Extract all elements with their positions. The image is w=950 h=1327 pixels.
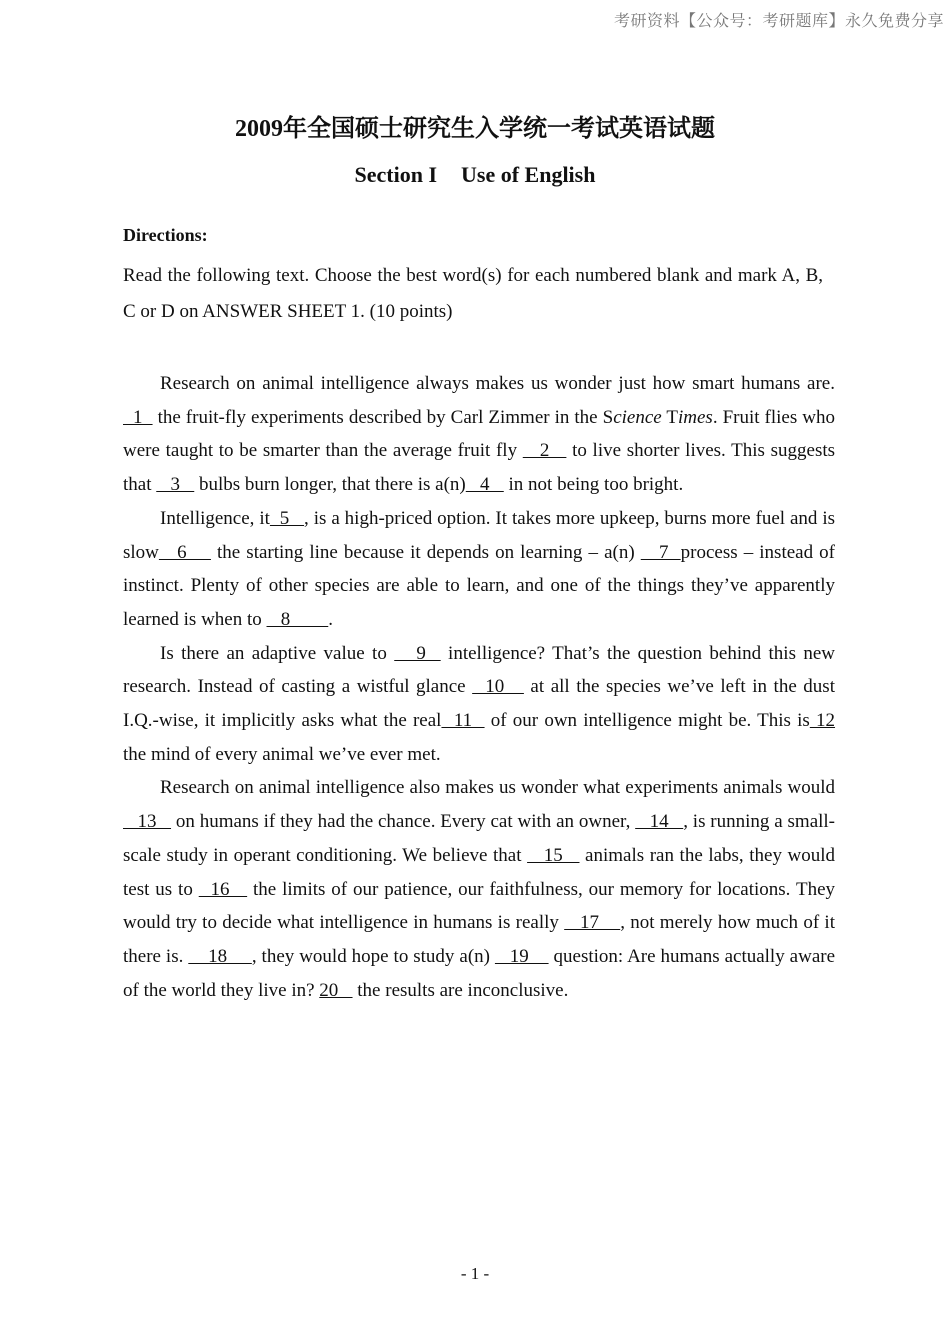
italic-text: imes <box>677 406 713 428</box>
passage-paragraph <box>123 771 835 1007</box>
answer-blank: 7 <box>640 541 681 563</box>
passage-paragraph <box>123 502 835 637</box>
answer-blank: 19 <box>494 945 549 967</box>
passage-paragraph <box>123 637 835 772</box>
passage-text: Research on animal intelligence always makes us wonder just how smart humans are. <box>160 373 835 394</box>
passage-text: the mind of every animal we’ve ever met. <box>123 743 441 765</box>
section-name: Use of English <box>461 162 596 187</box>
passage-text: the limits of our patience, our faithfulness, our memory for locations. They would try to decide what intelligence in humans is really <box>123 878 836 934</box>
passage-text: to live shorter lives. This suggests that <box>123 440 836 496</box>
passage-text: , they would hope to study a(n) <box>251 945 495 967</box>
answer-blank: 10 <box>472 676 524 698</box>
header-note: 考研资料【公众号：考研题库】永久免费分享 <box>613 11 944 30</box>
passage-text: , not merely how much of it there is. <box>123 912 835 967</box>
passage-text: of our own intelligence might be. This is <box>484 710 810 732</box>
answer-blank: 2 <box>522 440 567 462</box>
answer-blank: 3 <box>156 474 195 496</box>
answer-blank: 17 <box>564 912 621 934</box>
passage-text: Research on animal intelligence also makes us wonder what experiments animals would <box>160 777 835 799</box>
answer-blank: 1 <box>123 406 153 428</box>
answer-blank: 12 <box>809 710 836 732</box>
passage-text: . <box>328 608 334 630</box>
passage-text: , is a high-priced option. It takes more upkeep, burns more fuel and is slow <box>123 507 836 563</box>
cloze-passage <box>123 367 835 1007</box>
passage-text: the results are inconclusive. <box>352 979 569 1001</box>
passage-text: the starting line because it depends on learning – a(n) <box>210 541 641 563</box>
answer-blank: 16 <box>198 878 248 900</box>
answer-blank: 13 <box>123 811 172 833</box>
passage-text: process – instead of instinct. Plenty of other species are able to learn, and one of the things they’ve apparently learned is when to <box>123 541 835 630</box>
passage-text: in not being too bright. <box>503 474 684 496</box>
passage-text: T <box>661 406 678 428</box>
passage-text: animals ran the labs, they would test us to <box>123 844 836 900</box>
answer-blank: 6 <box>158 541 211 563</box>
answer-blank: 20 <box>319 979 353 1001</box>
passage-text: . Fruit flies who were taught to be smarter than the average fruit fly <box>123 406 835 462</box>
passage-text: Intelligence, it <box>160 507 270 529</box>
answer-blank: 11 <box>441 710 485 732</box>
passage-text: Is there an adaptive value to <box>160 642 395 664</box>
answer-blank: 5 <box>269 507 305 529</box>
answer-blank: 14 <box>635 811 684 833</box>
page-number: - 1 - <box>460 1264 490 1283</box>
section-number: Section I <box>354 162 437 187</box>
answer-blank: 18 <box>188 945 252 967</box>
passage-text: intelligence? That’s the question behind this new research. Instead of casting a wistful glance <box>123 642 835 698</box>
answer-blank: 9 <box>394 642 441 664</box>
passage-text: bulbs burn longer, that there is a(n) <box>194 474 466 496</box>
passage-paragraph <box>123 367 835 502</box>
passage-text: question: Are humans actually aware of the world they live in? <box>123 945 836 1001</box>
passage-text: the fruit-fly experiments described by Carl Zimmer in the S <box>152 406 614 428</box>
passage-text: , is running a small-scale study in operant conditioning. We believe that <box>123 811 836 866</box>
answer-blank: 8 <box>266 608 329 630</box>
directions-label: Directions: <box>123 225 208 245</box>
directions-text: Read the following text. Choose the best word(s) for each numbered blank and mark A, B, C or D on ANSWER SHEET 1. (10 points) <box>123 265 823 322</box>
passage-text: at all the species we’ve left in the dust I.Q.-wise, it implicitly asks what the real <box>123 676 835 732</box>
answer-blank: 15 <box>527 844 580 866</box>
passage-text: on humans if they had the chance. Every cat with an owner, <box>171 811 636 833</box>
italic-text: cience <box>613 406 662 428</box>
answer-blank: 4 <box>465 474 504 496</box>
page-title: 2009年全国硕士研究生入学统一考试英语试题 <box>235 116 715 142</box>
section-heading <box>0 162 950 188</box>
